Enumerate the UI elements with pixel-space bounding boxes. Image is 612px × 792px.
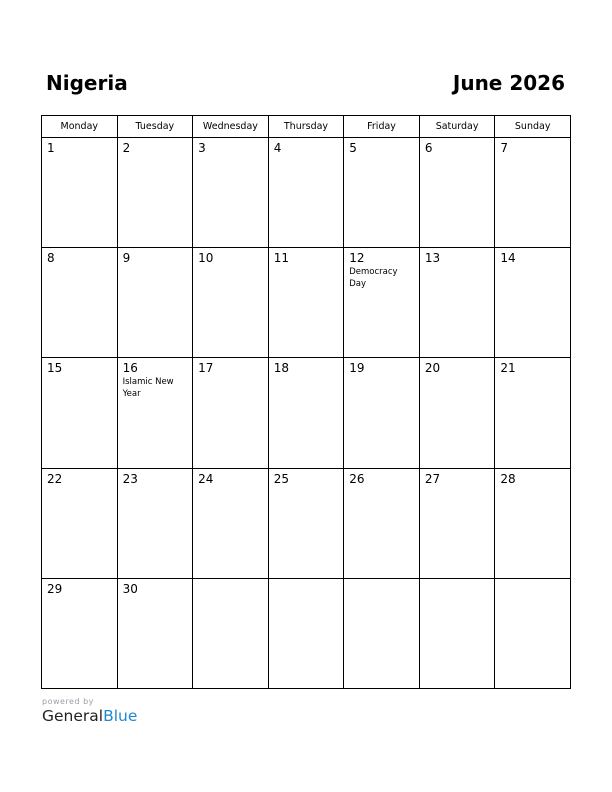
day-number: 4 bbox=[273, 141, 282, 155]
day-number: 25 bbox=[273, 471, 289, 486]
day-cell bbox=[495, 358, 571, 468]
day-cell bbox=[193, 578, 269, 688]
day-number: 27 bbox=[424, 471, 441, 486]
weekday-header: Saturday bbox=[419, 116, 495, 138]
day-cell bbox=[419, 468, 495, 578]
brand-logo-part1: General bbox=[42, 707, 104, 725]
week-row bbox=[42, 578, 571, 688]
day-cell bbox=[117, 138, 193, 248]
day-cell bbox=[419, 248, 495, 358]
day-number: 16 bbox=[122, 361, 138, 376]
day-cell bbox=[495, 468, 571, 578]
day-number: 7 bbox=[500, 141, 509, 155]
holiday-label: Islamic New Year bbox=[122, 377, 174, 400]
weekday-header: Thursday bbox=[268, 116, 344, 138]
day-cell bbox=[42, 578, 118, 688]
weekday-header: Tuesday bbox=[117, 116, 193, 138]
day-cell bbox=[117, 248, 193, 358]
day-cell bbox=[344, 358, 420, 468]
day-cell bbox=[193, 248, 269, 358]
day-number: 2 bbox=[122, 141, 131, 155]
day-number: 15 bbox=[47, 361, 63, 376]
day-number: 19 bbox=[349, 361, 365, 376]
day-cell bbox=[117, 578, 193, 688]
day-number: 12 bbox=[349, 251, 365, 266]
day-number: 30 bbox=[122, 581, 138, 596]
day-number: 29 bbox=[47, 581, 63, 596]
day-number: 3 bbox=[198, 141, 206, 155]
footer-branding bbox=[42, 697, 137, 725]
week-row bbox=[42, 248, 571, 358]
weekday-header: Wednesday bbox=[193, 116, 269, 138]
day-cell bbox=[42, 138, 118, 248]
day-cell bbox=[419, 358, 495, 468]
day-cell bbox=[42, 358, 118, 468]
weekday-header: Sunday bbox=[495, 116, 571, 138]
brand-logo-part2: Blue bbox=[103, 707, 138, 725]
day-cell bbox=[117, 468, 193, 578]
calendar-grid bbox=[41, 115, 571, 689]
day-number: 11 bbox=[273, 251, 289, 266]
week-row bbox=[42, 138, 571, 248]
day-cell bbox=[193, 358, 269, 468]
day-cell bbox=[344, 578, 420, 688]
day-cell bbox=[193, 468, 269, 578]
day-number: 14 bbox=[500, 251, 516, 266]
day-number: 24 bbox=[198, 471, 214, 486]
day-cell bbox=[495, 248, 571, 358]
day-number: 10 bbox=[198, 251, 214, 266]
day-cell bbox=[117, 358, 193, 468]
weekday-header: Monday bbox=[42, 116, 118, 138]
day-number: 18 bbox=[273, 361, 289, 376]
day-number: 28 bbox=[500, 471, 516, 486]
day-cell bbox=[495, 138, 571, 248]
powered-by-label: powered by bbox=[42, 697, 94, 706]
day-cell bbox=[344, 138, 420, 248]
day-cell bbox=[193, 138, 269, 248]
day-number: 1 bbox=[47, 141, 55, 155]
day-number: 13 bbox=[424, 251, 441, 266]
day-number: 5 bbox=[349, 141, 357, 155]
day-cell bbox=[268, 358, 344, 468]
day-number: 26 bbox=[349, 471, 365, 486]
day-number: 9 bbox=[122, 251, 131, 266]
day-number: 8 bbox=[47, 251, 55, 266]
calendar-title-country: Nigeria bbox=[46, 71, 128, 95]
day-cell bbox=[268, 468, 344, 578]
calendar-title-month: June 2026 bbox=[452, 71, 565, 95]
day-cell bbox=[268, 578, 344, 688]
day-cell bbox=[419, 138, 495, 248]
day-cell bbox=[344, 468, 420, 578]
day-cell bbox=[268, 248, 344, 358]
week-row bbox=[42, 468, 571, 578]
day-cell bbox=[268, 138, 344, 248]
weekday-header: Friday bbox=[344, 116, 420, 138]
day-number: 21 bbox=[500, 361, 516, 376]
day-number: 6 bbox=[424, 141, 433, 155]
day-number: 23 bbox=[122, 471, 138, 486]
day-cell bbox=[495, 578, 571, 688]
day-number: 17 bbox=[198, 361, 214, 376]
week-row bbox=[42, 358, 571, 468]
day-cell bbox=[344, 248, 420, 358]
day-cell bbox=[42, 468, 118, 578]
day-cell bbox=[42, 248, 118, 358]
day-number: 20 bbox=[424, 361, 441, 376]
holiday-label: Democracy Day bbox=[349, 267, 398, 290]
day-number: 22 bbox=[47, 471, 63, 486]
brand-logo bbox=[42, 707, 137, 725]
weekday-header-row bbox=[42, 116, 571, 138]
day-cell bbox=[419, 578, 495, 688]
